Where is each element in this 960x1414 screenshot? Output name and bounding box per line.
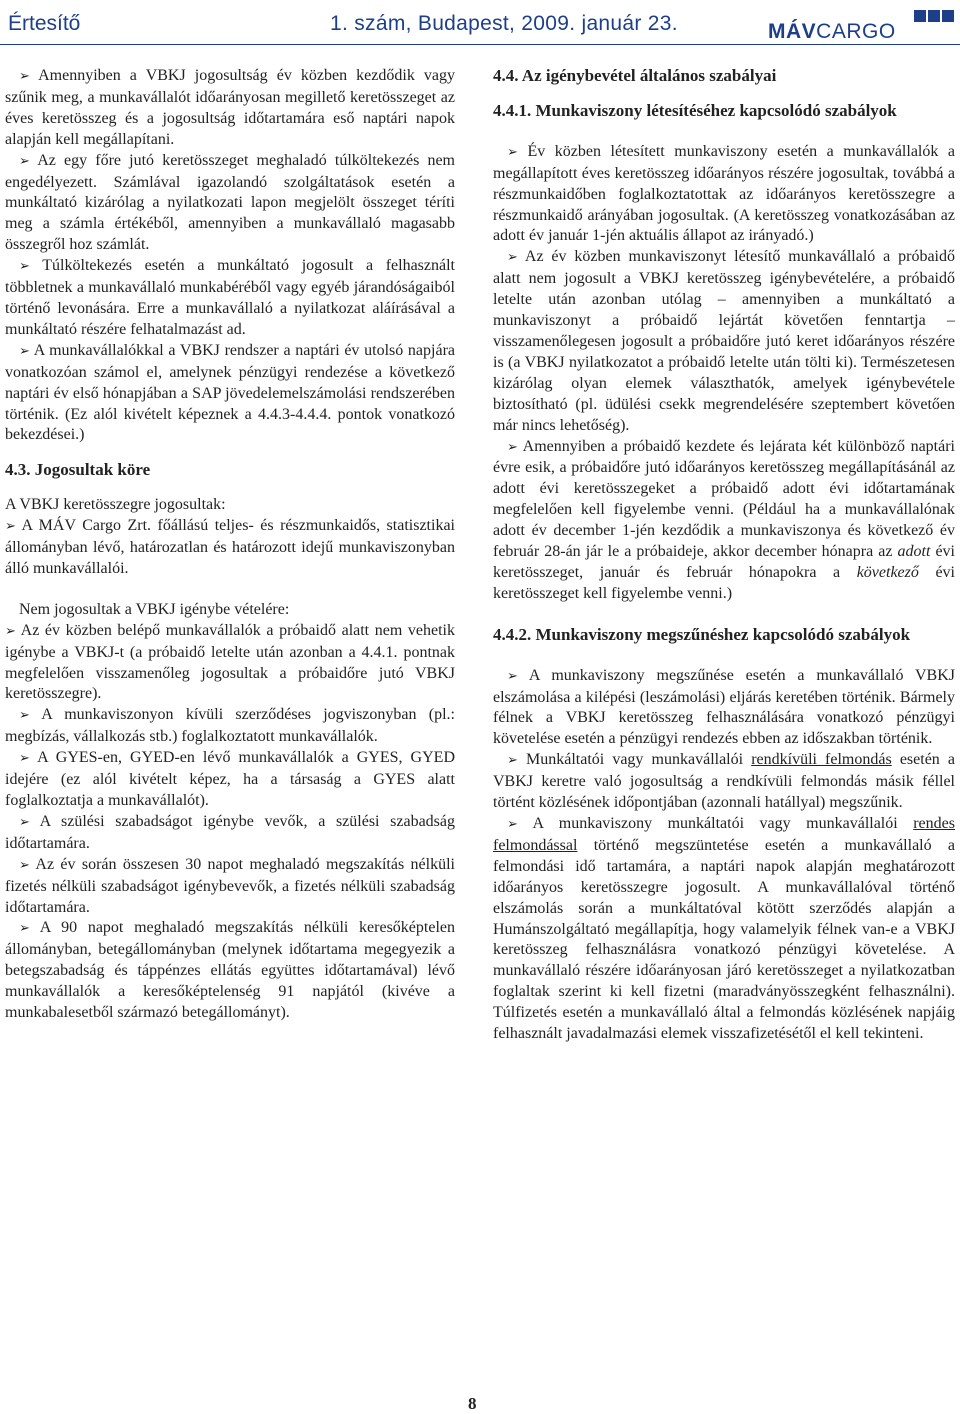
- arrow-bullet-icon: ➢: [507, 144, 518, 160]
- paragraph: ➢ A munkaviszony munkáltatói vagy munkavállalói rendes felmondással történő megszüntetése esetén a munkavállaló a felmondási idő tartamára, a naptári napok alapján meghatározott időarányos keretösszegre jogosult. A munkavállalóval történő elszámolás során a munkáltatóval kötött szerződés alapján a Humánszolgáltató megállapítja, hogy valamelyik félnek van-e a VBKJ keretösszeg felhasználásra vonatkozó pénzügyi követelése. A munkavállaló részére időarányosan járó keretösszeget a nyilatkozatban foglaltak szerint ki kell fizetni (maradványösszegként felhasználni). Túlfizetés esetén a munkavállaló által a felmondás közlésének napjáig felhasznált javadalmazási elemek visszafizetésétől el kell tekinteni.: [493, 815, 955, 1043]
- paragraph: ➢ Amennyiben a VBKJ jogosultság év közben kezdődik vagy szűnik meg, a munkavállalót időarányosan megillető keretösszeget az éves keretösszeg és a jogosultság időtartamára eső naptári napok alapján kell megállapítani.: [5, 67, 455, 148]
- not-eligible-intro: Nem jogosultak a VBKJ igénybe vételére:: [19, 600, 290, 618]
- mav-cargo-logo: [768, 8, 954, 42]
- logo-square-icon: [914, 10, 926, 22]
- left-column: [5, 66, 455, 1024]
- arrow-bullet-icon: ➢: [19, 751, 30, 767]
- paragraph: ➢ Az egy főre jutó keretösszeget meghaladó túlköltekezés nem engedélyezett. Számlával igazolandó szolgáltatások esetén a munkáltató kizárólag a nyilatkozati lapon megjelölt összeget téríti meg a számla értékéből, amennyiben a munkavállaló magasabb összegről hoz számlát.: [5, 151, 455, 254]
- arrow-bullet-icon: ➢: [19, 153, 30, 169]
- logo-cargo: CARGO: [816, 20, 896, 43]
- arrow-bullet-icon: ➢: [507, 668, 518, 684]
- subsection-heading: 4.4.1. Munkaviszony létesítéséhez kapcsolódó szabályok: [493, 100, 897, 120]
- paragraph: ➢ Az év közben munkaviszonyt létesítő munkavállaló a próbaidő alatt nem jogosult a VBKJ keretösszeg igénybevételére, a próbaidő letelte után azonban utólag – amennyiben a munkáltató a munkaviszonyt a próbaidő lejártát követően fenntartja – visszamenőlegesen jogosult a próbaidőre jutó keret időarányos részére is (a VBKJ nyilatkozatot a próbaidő letelte után tölti ki). Természetesen kizárólag olyan elemek választhatók, amelyek igénybevétele biztosítható (pl. üdülési csekk megrendelésére szeptembert követően már nincs lehetőség).: [493, 248, 956, 434]
- subsection-heading: 4.4.2. Munkaviszony megszűnéshez kapcsolódó szabályok: [493, 624, 911, 644]
- arrow-bullet-icon: ➢: [19, 814, 30, 830]
- paragraph: ➢ Túlköltekezés esetén a munkáltató jogosult a felhasznált többletnek a munkavállaló munkabéréből vagy egyéb járandóságaiból történő levonására. Erre a munkavállaló a nyilatkozat aláírásával a munkáltató részére felhatalmazást ad.: [5, 257, 455, 338]
- paragraph: ➢ Amennyiben a próbaidő kezdete és lejárata két különböző naptári évre esik, a próbaidőre jutó időarányos keretösszeg megállapításánál az adott évi keretösszegeket a próbaidő adott évi időtartamának megfelelően kell figyelembe venni. (Például ha a munkavállalónak adott év december 1-jén kezdődik a munkaviszonya és következő év február 28-án jár le a próbaideje, akkor december hónapra az adott évi keretösszeget, január és február hónapokra a következő évi keretösszeget kell figyelembe venni.): [493, 437, 956, 602]
- list-item: ➢ A munkaviszonyon kívüli szerződéses jogviszonyban (pl.: megbízás, vállalkozás stb.) foglalkoztatott munkavállalók.: [5, 706, 455, 746]
- arrow-bullet-icon: ➢: [19, 259, 30, 275]
- list-item: ➢ A GYES-en, GYED-en lévő munkavállalók a GYES, GYED idejére (ez alól kivételt képez, ha a társaság a GYES alatt foglalkoztatja a munkavállalót).: [5, 749, 455, 809]
- list-item: ➢ A 90 napot meghaladó megszakítás nélküli keresőképtelen állományban, betegállományban (melynek időtartama megegyezik a betegszabadság és táppénzes ellátás együttes időtartamával) lévő munkavállalók a keresőképtelenség 91 napjától (kivéve a munkabalesetből származó betegállományt).: [5, 919, 455, 1022]
- list-item: ➢ Az év közben belépő munkavállalók a próbaidő alatt nem vehetik igénybe a VBKJ-t (a próbaidő letelte után azonban a 4.4.1. pontnak megfelelően visszamenőleg jogosultak a próbaidőre jutó VBKJ keretösszegre).: [5, 621, 455, 703]
- logo-square-icon: [928, 10, 940, 22]
- list-item: ➢ A MÁV Cargo Zrt. főállású teljes- és részmunkaidős, statisztikai állományban lévő, határozatlan és határozott idejű munkaviszonyban álló munkavállalói.: [5, 517, 455, 577]
- section-heading: 4.3. Jogosultak köre: [5, 460, 151, 480]
- paragraph: ➢ Év közben létesített munkaviszony esetén a munkavállalók a megállapított éves keretösszeg időarányos részére jogosultak, továbbá a részmunkaidőben foglalkoztatottak az időarányos keretösszegre a részmunkaidő arányában jogosultak. (A keretösszeg vonatkozásában az adott év január 1-jén aktuális állapot az irányadó.): [493, 142, 956, 245]
- arrow-bullet-icon: ➢: [507, 817, 518, 832]
- publication-title: Értesítő: [8, 12, 81, 35]
- header-rule: [0, 44, 960, 45]
- arrow-bullet-icon: ➢: [507, 250, 518, 266]
- arrow-bullet-icon: ➢: [19, 857, 30, 873]
- arrow-bullet-icon: ➢: [19, 69, 30, 84]
- issue-info: 1. szám, Budapest, 2009. január 23.: [330, 12, 678, 35]
- page-header: [0, 0, 960, 52]
- arrow-bullet-icon: ➢: [5, 519, 16, 535]
- paragraph: ➢ A munkaviszony megszűnése esetén a munkavállaló VBKJ elszámolása a kilépési (leszámolási) eljárás keretében történik. Bármely félnek a VBKJ keretösszeg felhasználására vonatkozó pénzügyi követelése esetén a pénzügyi rendezés ebben az időszakban történik.: [493, 666, 955, 748]
- right-column: [493, 66, 955, 1045]
- arrow-bullet-icon: ➢: [507, 753, 518, 769]
- logo-mav: MÁV: [768, 20, 817, 43]
- section-heading: 4.4. Az igénybevétel általános szabályai: [493, 66, 777, 85]
- logo-wordmark: [768, 20, 896, 44]
- eligible-intro: A VBKJ keretösszegre jogosultak:: [5, 496, 226, 514]
- arrow-bullet-icon: ➢: [5, 623, 16, 639]
- paragraph: ➢ A munkavállalókkal a VBKJ rendszer a naptári év utolsó napjára vonatkozóan számol el, amelynek pénzügyi rendezése a következő naptári év első hónapjában a SAP jövedelemelszámolási rendszerében történik. (Ez alól kivételt képeznek a 4.4.3-4.4.4. pontok vonatkozó bekezdései.): [5, 341, 455, 444]
- paragraph: ➢ Munkáltatói vagy munkavállalói rendkívüli felmondás esetén a VBKJ keretre való jogosultság a rendkívüli felmondás másik féllel történt közlésének időpontjában (azonnali hatállyal) megszűnik.: [493, 751, 956, 812]
- arrow-bullet-icon: ➢: [19, 343, 30, 359]
- arrow-bullet-icon: ➢: [19, 708, 30, 724]
- list-item: ➢ Az év során összesen 30 napot meghaladó megszakítás nélküli fizetés nélküli szabadságot igénybevevők, a fizetés nélküli szabadság időtartamára.: [5, 855, 455, 916]
- list-item: ➢ A szülési szabadságot igénybe vevők, a szülési szabadság időtartamára.: [5, 812, 455, 852]
- arrow-bullet-icon: ➢: [507, 439, 518, 455]
- page-number: 8: [468, 1394, 477, 1413]
- arrow-bullet-icon: ➢: [19, 921, 30, 937]
- logo-square-icon: [942, 10, 954, 22]
